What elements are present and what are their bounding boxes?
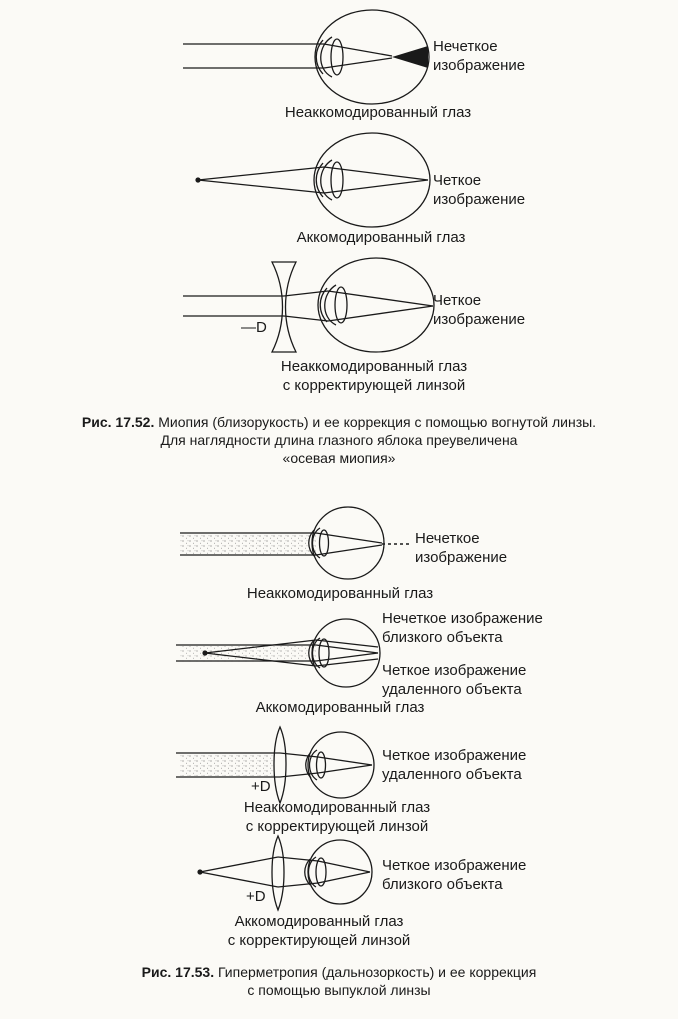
figure-number: Рис. 17.52. <box>81 414 155 430</box>
image-label: Четкое изображение <box>433 292 526 328</box>
eyeball-icon <box>314 133 430 227</box>
eyeball-icon <box>309 507 384 579</box>
image-label-near: Нечеткое изображение близкого объекта <box>382 610 543 646</box>
panel-caption: Неаккомодированный глаз <box>246 585 434 602</box>
image-label-far: Четкое изображение удаленного объекта <box>382 662 527 698</box>
light-rays <box>198 167 428 193</box>
panel-caption: Аккомодированный глаз <box>255 699 425 716</box>
light-rays <box>183 291 433 321</box>
eyeball-icon <box>318 258 434 352</box>
eyeball-icon <box>305 840 372 904</box>
light-rays <box>200 857 370 887</box>
image-label: Четкое изображение близкого объекта <box>382 857 527 893</box>
lens-power-label: +D <box>246 888 266 905</box>
lens-power-label: —D <box>241 319 267 336</box>
panel-caption: Неаккомодированный глаз с корректирующей линзой <box>280 358 468 394</box>
panel-caption: Неаккомодированный глаз <box>284 104 472 121</box>
hyperopia-panel-1-diagram <box>180 507 410 579</box>
hyperopia-panel-4-diagram <box>197 836 372 910</box>
eyeball-icon <box>309 619 380 687</box>
concave-lens-icon <box>272 262 296 352</box>
hyperopia-panel-3-diagram <box>176 727 374 803</box>
eyeball-icon <box>306 732 374 798</box>
light-beam <box>180 534 316 554</box>
myopia-panel-2-diagram <box>195 133 430 227</box>
myopia-panel-1-diagram <box>183 10 429 104</box>
light-rays <box>183 44 392 68</box>
figure-caption: Рис. 17.52. Миопия (близорукость) и ее коррекция с помощью вогнутой линзы. Для наглядности длина глазного яблока преувеличена «осевая миопия» <box>81 414 597 466</box>
image-label: Нечеткое изображение <box>433 38 526 74</box>
panel-caption: Неаккомодированный глаз с корректирующей линзой <box>243 799 431 835</box>
image-label: Нечеткое изображение <box>415 530 508 566</box>
panel-caption: Аккомодированный глаз с корректирующей линзой <box>227 913 411 949</box>
figure-number: Рис. 17.53. <box>141 964 215 980</box>
figure-caption: Рис. 17.53. Гиперметропия (дальнозоркость) и ее коррекция с помощью выпуклой линзы <box>141 964 537 998</box>
blur-cone <box>392 46 428 68</box>
image-label: Четкое изображение <box>433 172 526 208</box>
convex-lens-icon <box>272 836 284 910</box>
light-beam <box>180 754 274 776</box>
convex-lens-icon <box>274 727 286 803</box>
hyperopia-panel-2-diagram <box>176 619 380 687</box>
myopia-panel-3-diagram <box>183 258 434 352</box>
image-label: Четкое изображение удаленного объекта <box>382 747 527 783</box>
panel-caption: Аккомодированный глаз <box>296 229 466 246</box>
lens-power-label: +D <box>251 778 271 795</box>
